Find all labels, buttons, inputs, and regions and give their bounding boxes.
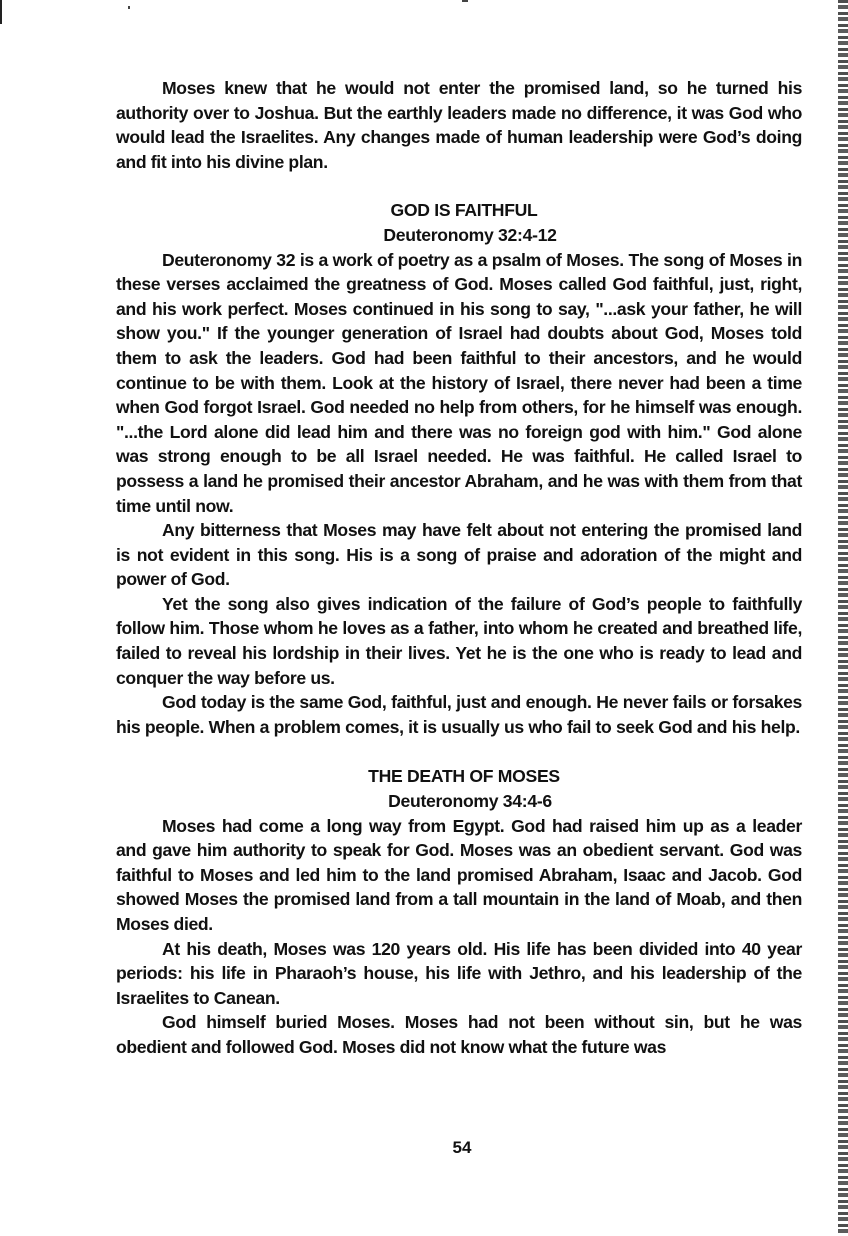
intro-paragraph: Moses knew that he would not enter the promised land, so he turned his authority over to Joshua. But the earthly leaders made no difference, it was God who would lead the Israelites. Any changes made of human leadership were God’s doing and fit into his divine plan. [116,78,802,172]
scan-artifact-left [0,0,2,24]
section2-paragraph-3: God himself buried Moses. Moses had not been without sin, but he was obedient and followed God. Moses did not know what the future was [116,1012,802,1057]
section-title-death-of-moses: THE DEATH OF MOSES [368,766,560,787]
section1-paragraph-4: God today is the same God, faithful, just and enough. He never fails or forsakes his people. When a problem comes, it is usually us who fail to seek God and his help. [116,692,802,737]
section-spacer [116,174,802,198]
section1-paragraph-1: Deuteronomy 32 is a work of poetry as a psalm of Moses. The song of Moses in these verses acclaimed the greatness of God. Moses called God faithful, just, right, and his work perfect. Moses continued in his song to say, "...ask your father, he will show you." If the younger generation of Israel had doubts about God, Moses told them to ask the leaders. God had been faithful to their ancestors, and he would continue to be with them. Look at the history of Israel, there never had been a time when God forgot Israel. God needed no help from others, for he himself was enough. "...the Lord alone did lead him and there was no foreign god with him." God alone was strong enough to be all Israel needed. He was faithful. He called Israel to possess a land he promised their ancestor Abraham, and he was with them from that time until now. [116,249,802,516]
section2-paragraph-1: Moses had come a long way from Egypt. God had raised him up as a leader and gave him authority to speak for God. Moses was an obedient servant. God was faithful to Moses and led him to the land promised Abraham, Isaac and Jacob. God showed Moses the promised land from a tall mountain in the land of Moab, and then Moses died. [116,815,802,934]
scan-artifact-top [128,6,130,9]
scan-artifact-top-2 [462,0,468,2]
scan-edge-shadow [838,0,848,1236]
page-body [116,76,802,1060]
section-spacer [116,739,802,764]
section-reference-deut-34: Deuteronomy 34:4-6 [388,791,552,812]
section1-paragraph-2: Any bitterness that Moses may have felt about not entering the promised land is not evident in this song. His is a song of praise and adoration of the might and power of God. [116,520,802,590]
section-reference-deut-32: Deuteronomy 32:4-12 [383,224,557,245]
page-number: 54 [452,1138,472,1157]
section-title-god-is-faithful: GOD IS FAITHFUL [390,200,538,221]
section1-paragraph-3: Yet the song also gives indication of the failure of God’s people to faithfully follow him. Those whom he loves as a father, into whom he created and breathed life, failed to reveal his lordship in their lives. Yet he is the one who is ready to lead and conquer the way before us. [116,593,802,688]
section2-paragraph-2: At his death, Moses was 120 years old. His life has been divided into 40 year periods: his life in Pharaoh’s house, his life with Jethro, and his leadership of the Israelites to Canean. [116,938,802,1008]
